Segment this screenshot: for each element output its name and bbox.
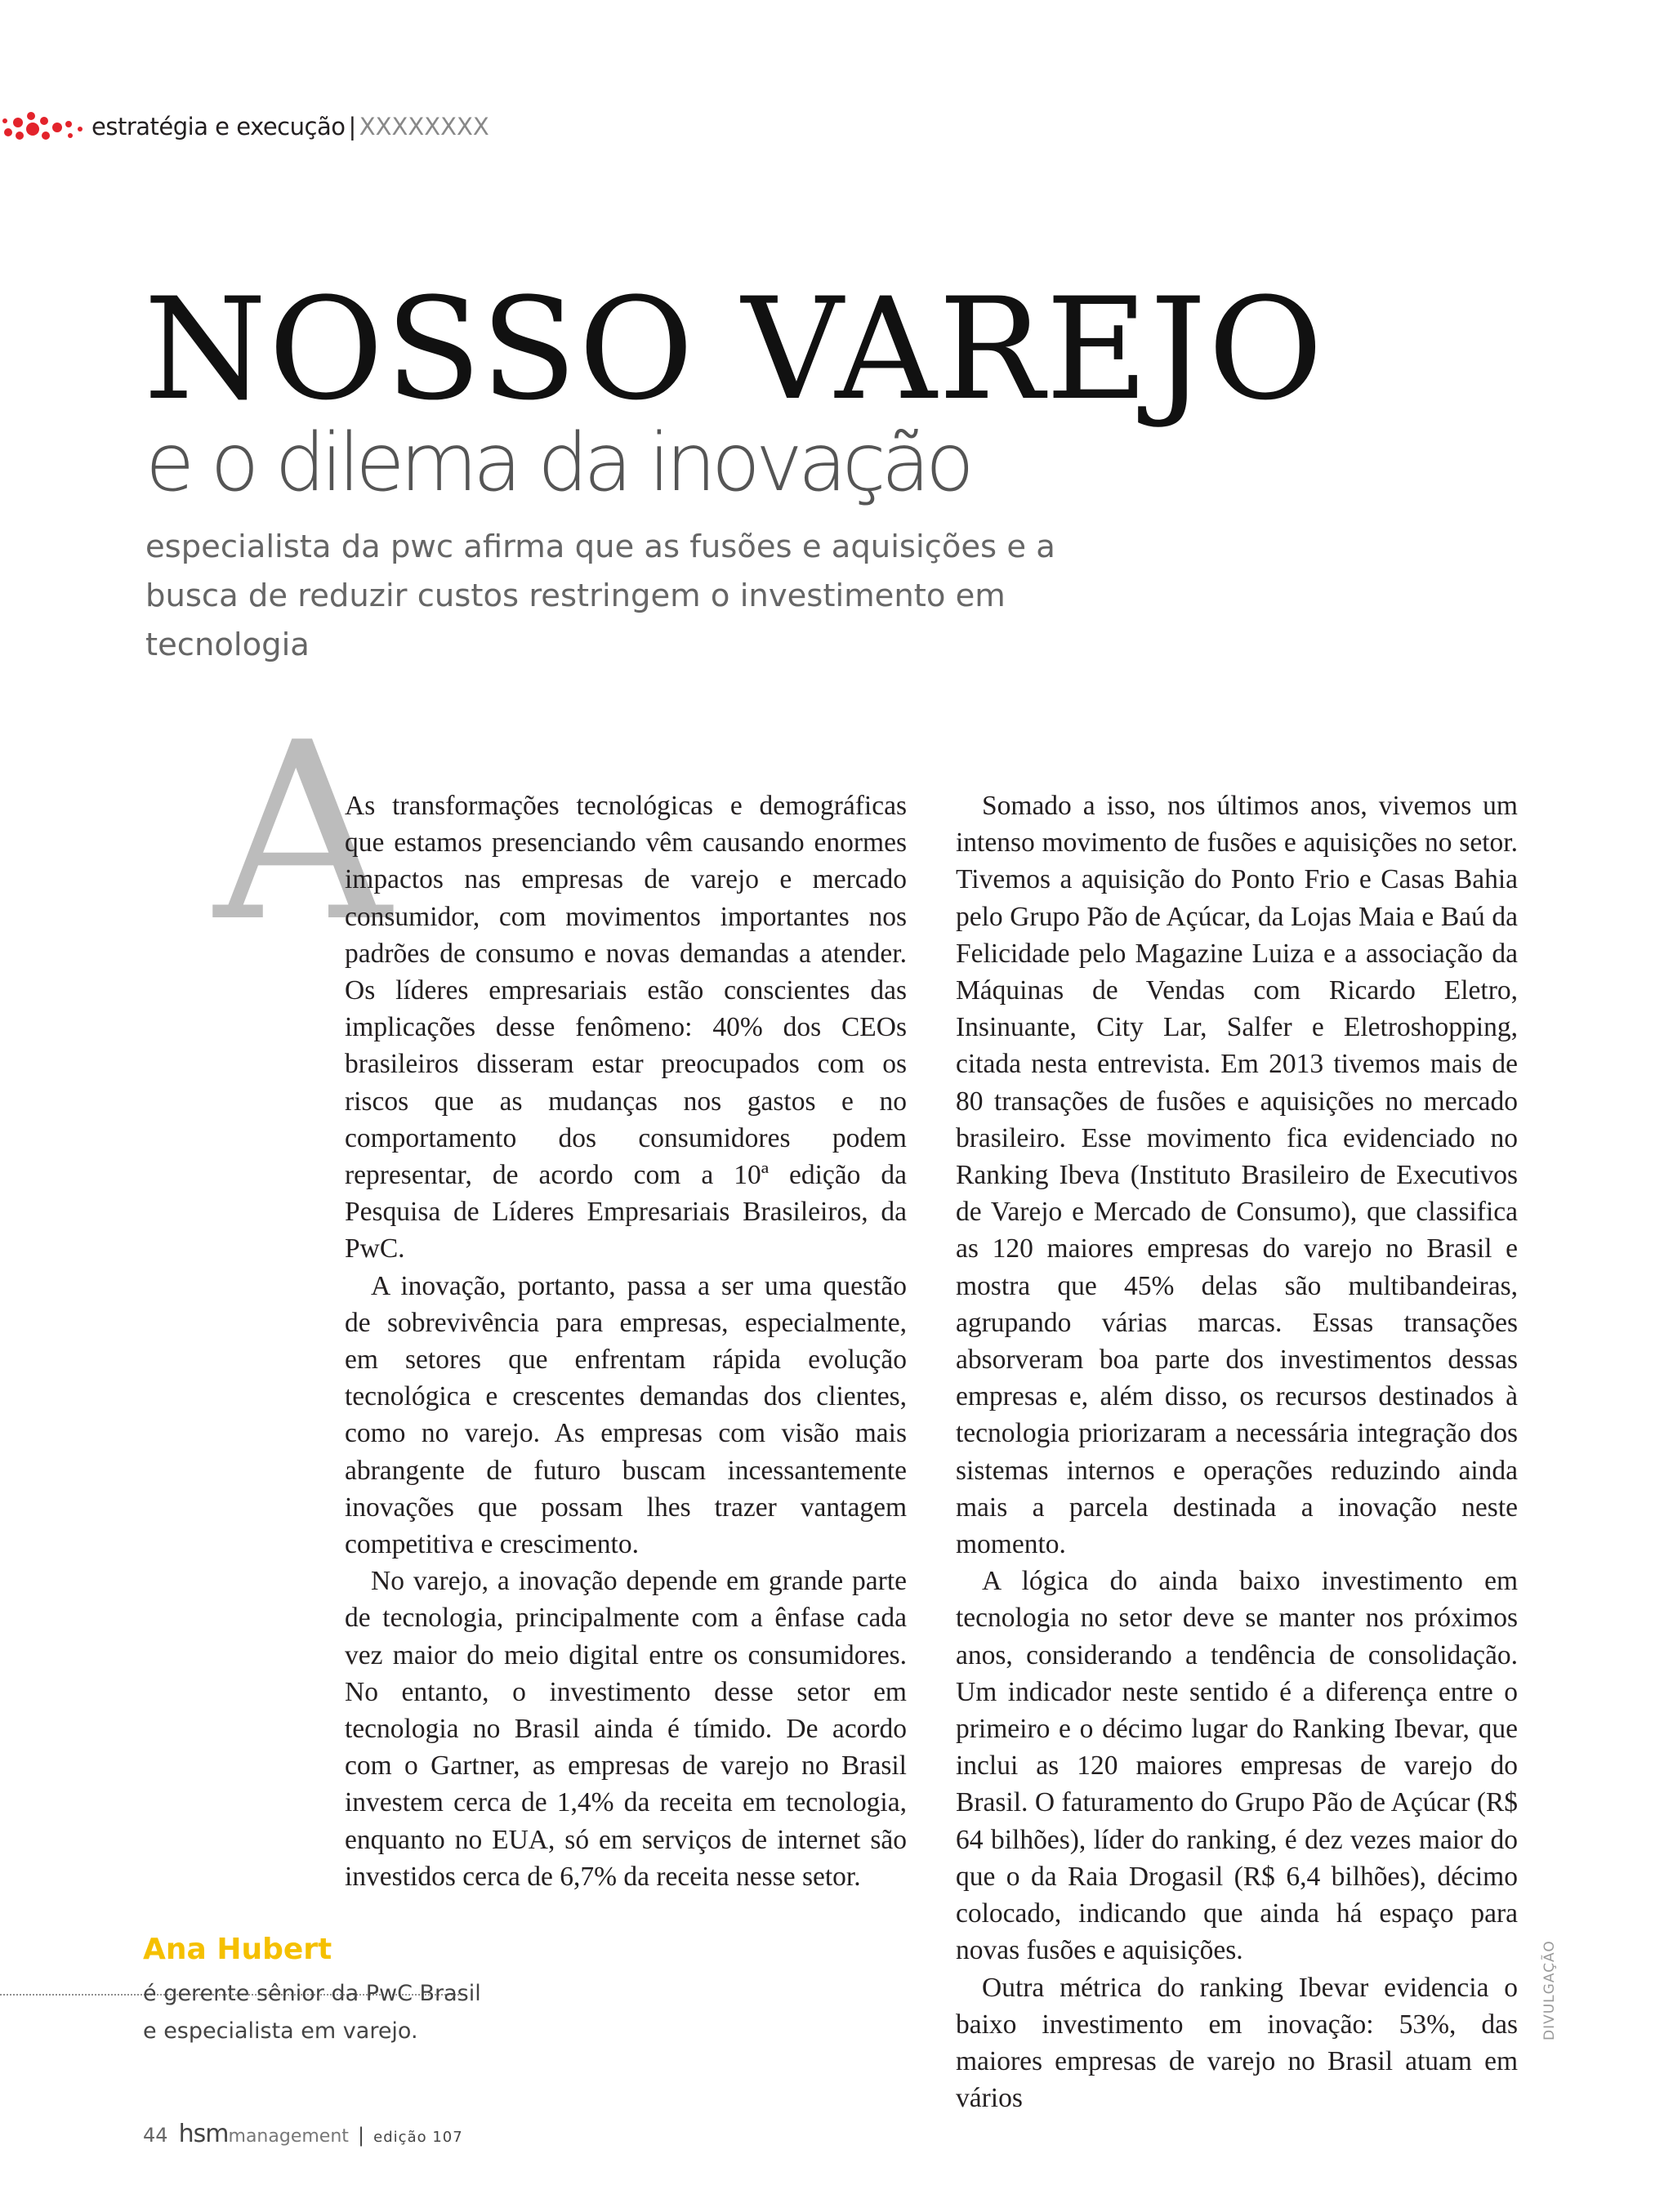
footer-separator: | (357, 2124, 365, 2147)
body-column-1 (345, 787, 907, 1895)
dots-logo-icon (0, 105, 90, 154)
article-deck: especialista da pwc afirma que as fusões e aquisições e a busca de reduzir custos restringem o investimento em tecnologia (145, 528, 1055, 663)
body-column-2 (956, 787, 1518, 2116)
section-header (0, 105, 506, 154)
page-footer (143, 2120, 463, 2148)
section-separator: | (348, 113, 356, 140)
section-name: estratégia e execução (91, 113, 346, 140)
paragraph: A lógica do ainda baixo investimento em tecnologia no setor deve se manter nos próximos anos, considerando a tendência de consolidação. Um indicador neste sentido é a diferença entre o primeiro e o décimo lugar do Ranking Ibevar, que inclui as 120 maiores empresas de varejo do Brasil. O faturamento do Grupo Pão de Açúcar (R$ 64 bilhões), líder do ranking, é dez vezes maior do que o da Raia Drogasil (R$ 6,4 bilhões), décimo colocado, indicando que ainda há espaço para novas fusões e aquisições. (956, 1566, 1518, 1966)
article-title: NOSSO VAREJO (144, 267, 1325, 431)
drop-cap: A (214, 690, 391, 975)
paragraph: As transformações tecnológicas e demográficas que estamos presenciando vêm causando enormes impactos nas empresas de varejo e mercado consumidor, com movimentos importantes nos padrões de consumo e novas demandas a atender. Os líderes empresariais estão conscientes das implicações desse fenômeno: 40% dos CEOs brasileiros disseram estar preocupados com os riscos que as mudanças nos gastos e no comportamento dos consumidores podem representar, de acordo com a 10ª edição da Pesquisa de Líderes Empresariais Brasileiros, da PwC. (345, 791, 907, 1264)
author-bio-line: é gerente sênior da PwC Brasil (143, 1981, 481, 2006)
page-number: 44 (143, 2124, 168, 2147)
paragraph: Somado a isso, nos últimos anos, vivemos um intenso movimento de fusões e aquisições no setor. Tivemos a aquisição do Ponto Frio e Casas Bahia pelo Grupo Pão de Açúcar, da Lojas Maia e Baú da Felicidade pelo Magazine Luiza e a associação da Máquinas de Vendas com Ricardo Eletro, Insinuante, City Lar, Salfer e Eletroshopping, citada nesta entrevista. Em 2013 tivemos mais de 80 transações de fusões e aquisições no mercado brasileiro. Esse movimento fica evidenciado no Ranking Ibeva (Instituto Brasileiro de Executivos de Varejo e Mercado de Consumo), que classifica as 120 maiores empresas do varejo no Brasil e mostra que 45% delas são multibandeiras, agrupando várias marcas. Essas transações absorveram boa parte dos investimentos dessas empresas e, além disso, os recursos destinados à tecnologia priorizaram a necessária integração dos sistemas internos e operações reduzindo ainda mais a parcela destinada a inovação neste momento. (956, 791, 1518, 1560)
subsection-name: XXXXXXXX (359, 113, 489, 140)
paragraph: A inovação, portanto, passa a ser uma questão de sobrevivência para empresas, especialmente, em setores que enfrentam rápida evolução tecnológica e crescentes demandas dos clientes, como no varejo. As empresas com visão mais abrangente de futuro buscam incessantemente inovações que possam lhes trazer vantagem competitiva e crescimento. (345, 1270, 907, 1560)
brand-management: management (228, 2126, 349, 2147)
section-label (91, 113, 489, 140)
edition-label: edição 107 (373, 2129, 463, 2146)
author-bio (143, 1975, 494, 2050)
article-subtitle: e o dilema da inovação (145, 417, 970, 510)
author-bio-line: e especialista em varejo. (143, 2018, 418, 2044)
paragraph: Outra métrica do ranking Ibevar evidencia o baixo investimento em inovação: 53%, das maiores empresas de varejo no Brasil atuam em vários (956, 1972, 1518, 2114)
paragraph: No varejo, a inovação depende em grande parte de tecnologia, principalmente com a ênfase cada vez maior do meio digital entre os consumidores. No entanto, o investimento desse setor em tecnologia no Brasil ainda é tímido. De acordo com o Gartner, as empresas de varejo no Brasil investem cerca de 1,4% da receita em tecnologia, enquanto no EUA, só em serviços de internet são investidos cerca de 6,7% da receita nesse setor. (345, 1566, 907, 1892)
photo-credit: DIVULGAÇÃO (1541, 1940, 1558, 2040)
brand-hsm: hsm (178, 2120, 229, 2148)
author-name: Ana Hubert (143, 1933, 332, 1966)
